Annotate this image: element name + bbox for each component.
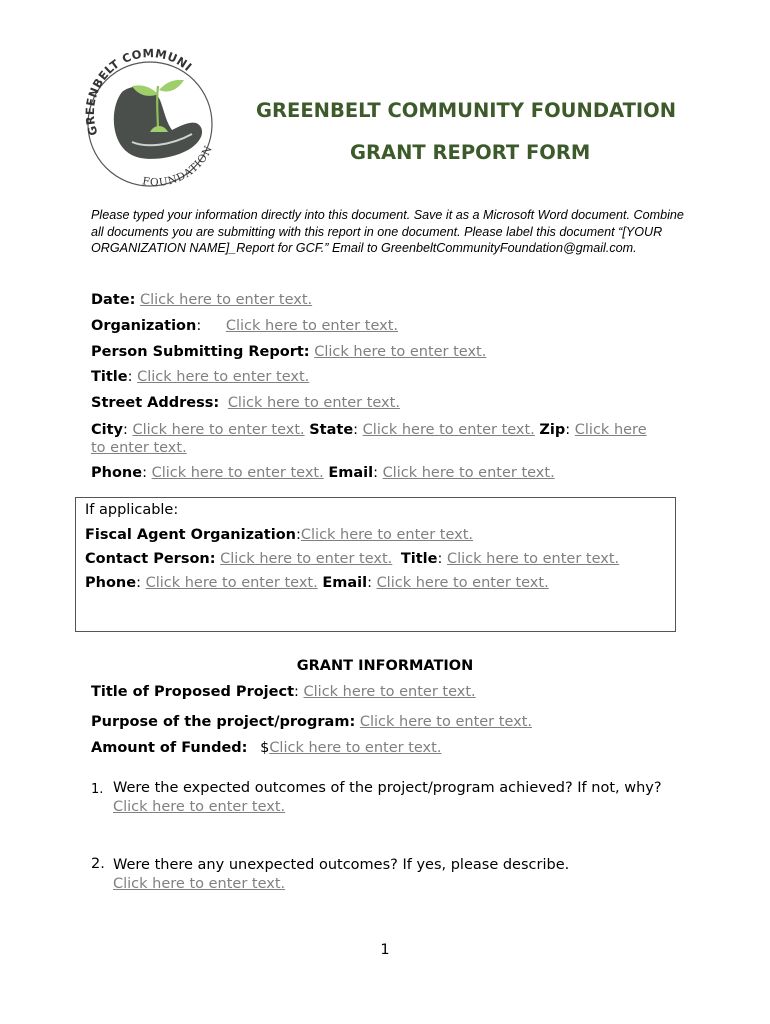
person-label: Person Submitting Report: — [91, 344, 310, 360]
question-2-answer[interactable]: Click here to enter text. — [113, 876, 286, 892]
amount-row — [91, 740, 441, 756]
zip-field-line1: Click here — [574, 422, 647, 438]
phone-label: Phone — [91, 465, 143, 481]
date-field[interactable]: Click here to enter text. — [140, 292, 313, 308]
city-state-zip-row: City: Click here to enter text. State: Click here to enter text. Zip: Click here to enter text. — [91, 422, 647, 456]
email-label: Email — [328, 465, 374, 481]
zip-field-line2: to enter text. — [91, 440, 187, 456]
grant-info-heading: GRANT INFORMATION — [296, 658, 474, 674]
person-row — [91, 344, 486, 360]
amount-field[interactable]: Click here to enter text. — [269, 740, 442, 756]
fiscal-agent-row: Fiscal Agent Organization:Click here to enter text. — [85, 527, 474, 543]
date-label: Date: — [91, 292, 136, 308]
organization-field[interactable]: Click here to enter text. — [225, 318, 398, 334]
contact-field[interactable]: Click here to enter text. — [220, 551, 393, 567]
if-applicable-text: If applicable: — [85, 502, 179, 518]
contact-label: Contact Person: — [85, 551, 216, 567]
title-field[interactable]: Click here to enter text. — [137, 369, 310, 385]
fiscal-title-field[interactable]: Click here to enter text. — [447, 551, 620, 567]
phone-email-row: Phone: Click here to enter text. Email: Click here to enter text. — [91, 465, 555, 481]
question-1-number: 1. — [91, 782, 104, 797]
street-label: Street Address: — [91, 395, 220, 411]
fiscal-title-label: Title — [400, 551, 438, 567]
email-field[interactable]: Click here to enter text. — [382, 465, 555, 481]
intro-paragraph: Please typed your information directly into this document. Save it as a Microsoft Word document. Combine all documents you are submitting with this report in one document. Please label this document “[YOUR ORGANIZATION NAME]_Report for GCF.” Email to GreenbeltCommunityFoundation@gmail.com. — [91, 208, 684, 255]
foundation-logo — [80, 42, 220, 192]
question-1-answer[interactable]: Click here to enter text. — [113, 799, 286, 815]
fiscal-agent-box — [75, 497, 676, 632]
date-row — [91, 292, 312, 308]
purpose-row — [91, 714, 532, 730]
question-1 — [113, 779, 673, 817]
form-title: GRANT REPORT FORM — [350, 141, 591, 164]
project-title-label: Title of Proposed Project — [91, 684, 295, 700]
person-field[interactable]: Click here to enter text. — [314, 344, 487, 360]
currency-symbol: $ — [260, 740, 270, 756]
question-2-text: Were there any unexpected outcomes? If yes, please describe. — [113, 857, 570, 873]
question-2 — [113, 856, 673, 894]
phone-field[interactable]: Click here to enter text. — [151, 465, 324, 481]
logo-bottom-text: FOUNDATION — [141, 143, 216, 189]
fiscal-email-field[interactable]: Click here to enter text. — [376, 575, 549, 591]
title-row: Title: Click here to enter text. — [91, 369, 310, 385]
project-title-row: Title of Proposed Project: Click here to enter text. — [91, 684, 476, 700]
city-field[interactable]: Click here to enter text. — [132, 422, 305, 438]
amount-label: Amount of Funded: — [91, 740, 248, 756]
purpose-label: Purpose of the project/program: — [91, 714, 356, 730]
purpose-field[interactable]: Click here to enter text. — [359, 714, 532, 730]
fiscal-email-label: Email — [322, 575, 368, 591]
fiscal-phone-field[interactable]: Click here to enter text. — [145, 575, 318, 591]
title-label: Title — [91, 369, 128, 385]
state-label: State — [309, 422, 354, 438]
page-number: 1 — [380, 942, 390, 958]
fiscal-phone-email-row: Phone: Click here to enter text. Email: Click here to enter text. — [85, 575, 549, 591]
street-field[interactable]: Click here to enter text. — [227, 395, 400, 411]
org-title: GREENBELT COMMUNITY FOUNDATION — [256, 99, 677, 122]
contact-row: Contact Person: Click here to enter text. Title: Click here to enter text. — [85, 551, 620, 567]
street-row — [91, 395, 400, 411]
logo-top-text: GREENBELT COMMUNI — [82, 46, 195, 138]
organization-row: Organization: Click here to enter text. — [91, 318, 398, 334]
zip-label: Zip — [539, 422, 566, 438]
question-1-text: Were the expected outcomes of the project/program achieved? If not, why? — [113, 780, 662, 796]
state-field[interactable]: Click here to enter text. — [362, 422, 535, 438]
fiscal-phone-label: Phone — [85, 575, 137, 591]
city-label: City — [91, 422, 123, 438]
organization-label: Organization — [91, 318, 197, 334]
fiscal-agent-field[interactable]: Click here to enter text. — [300, 527, 474, 543]
project-title-field[interactable]: Click here to enter text. — [303, 684, 476, 700]
question-2-number: 2. — [91, 856, 105, 872]
fiscal-agent-label: Fiscal Agent Organization — [85, 527, 296, 543]
